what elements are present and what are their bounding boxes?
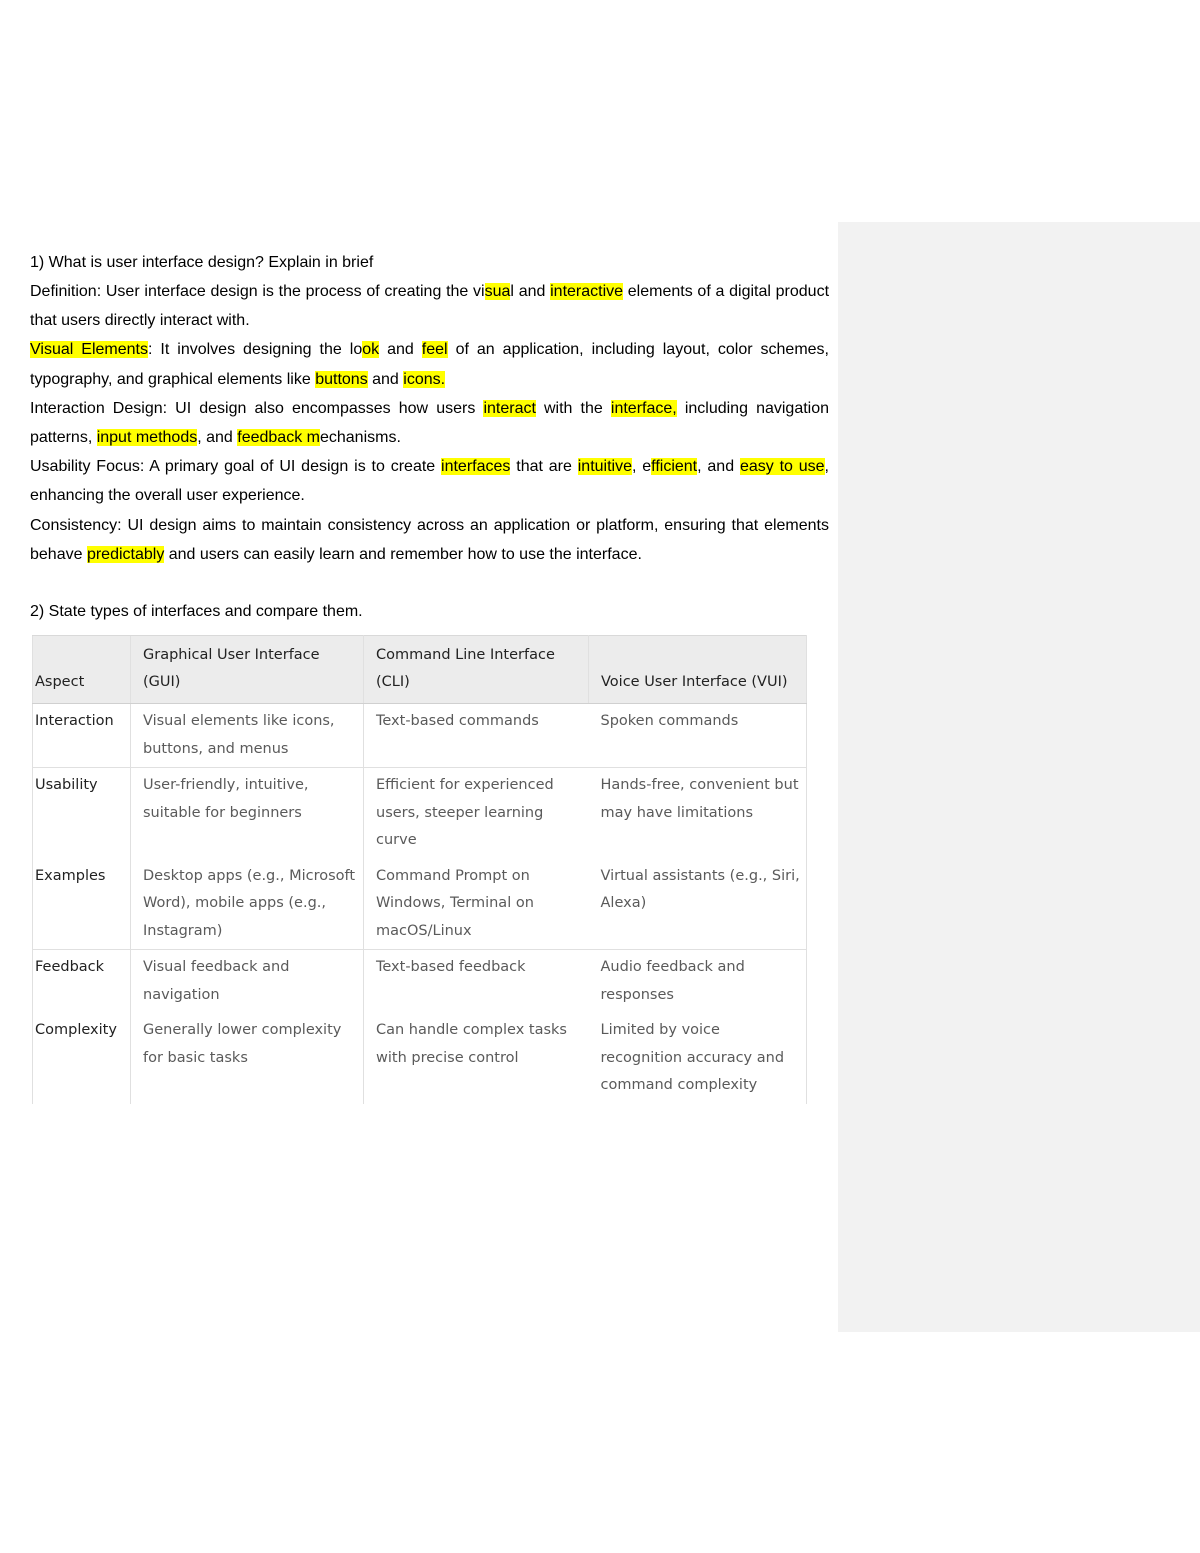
highlight: feel [421, 341, 448, 359]
table-header-cell: Graphical User Interface (GUI) [131, 636, 364, 704]
text-run: l and [510, 283, 551, 300]
table-header-cell: Aspect [33, 636, 131, 704]
definition-paragraph [30, 277, 829, 335]
highlight: predictably [86, 545, 165, 563]
comment-pane [838, 222, 1200, 1332]
table-cell: Limited by voice recognition accuracy and command complexity [589, 1013, 807, 1104]
text-run: and users can easily learn and remember how to use the interface. [164, 545, 642, 563]
highlight: buttons [315, 370, 368, 388]
text-run: with the [535, 399, 611, 417]
text-run: that are [510, 458, 578, 476]
table-cell: Spoken commands [589, 704, 807, 768]
table-row [33, 768, 807, 859]
highlight: interactive [550, 283, 624, 300]
text-run: , and [697, 458, 740, 476]
highlight: input methods [96, 429, 198, 447]
highlight: Visual Elements [30, 341, 148, 359]
table-cell: Command Prompt on Windows, Terminal on macOS/Linux [364, 859, 589, 950]
text-run: including navigation patterns, [30, 399, 830, 447]
question-2-heading: 2) State types of interfaces and compare them. [30, 603, 363, 621]
text-run: and [379, 341, 422, 359]
highlight: icons. [403, 370, 446, 388]
table-cell: Usability [33, 768, 131, 859]
table-cell: Complexity [33, 1013, 131, 1104]
document-body [30, 248, 829, 1104]
table-cell: Virtual assistants (e.g., Siri, Alexa) [589, 859, 807, 950]
table-cell: Visual feedback and navigation [131, 950, 364, 1014]
text-run: Consistency: UI design aims to maintain consistency across an application or platform, ensuring that elements behave [30, 516, 829, 563]
usability-focus-paragraph [30, 452, 829, 510]
text-run: : It involves designing the lo [147, 341, 363, 359]
table-row [33, 704, 807, 768]
table-row [33, 950, 807, 1014]
highlight: intuitive [577, 458, 632, 476]
question-1-heading: 1) What is user interface design? Explain in brief [30, 254, 374, 271]
table-cell: Examples [33, 859, 131, 950]
table-cell: Visual elements like icons, buttons, and menus [131, 704, 364, 768]
highlight: feedback m [237, 429, 320, 447]
text-run: , and [197, 429, 238, 447]
interaction-design-paragraph [30, 394, 829, 452]
text-run: , e [631, 458, 652, 476]
table-cell: Desktop apps (e.g., Microsoft Word), mobile apps (e.g., Instagram) [131, 859, 364, 950]
text-run: , enhancing the overall user experience. [30, 458, 829, 505]
text-run: of an application, including layout, color schemes, typography, and graphical elements like [30, 341, 829, 388]
table-cell: Generally lower complexity for basic tasks [131, 1013, 364, 1104]
text-run: elements of a digital product that users directly interact with. [30, 283, 830, 330]
table-cell: Feedback [33, 950, 131, 1014]
text-run: and [367, 370, 404, 388]
table-header-cell: Voice User Interface (VUI) [589, 636, 807, 704]
text-run: Definition: User interface design is the process of creating the vi [30, 283, 485, 300]
table-row [33, 859, 807, 950]
table-row [33, 1013, 807, 1104]
table-cell: Hands-free, convenient but may have limitations [589, 768, 807, 859]
table-cell: Efficient for experienced users, steeper learning curve [376, 777, 554, 849]
table-cell: Interaction [33, 704, 131, 768]
highlight: ok [362, 341, 380, 359]
consistency-paragraph [30, 511, 829, 569]
table-cell: Can handle complex tasks with precise control [376, 1022, 567, 1066]
text-run: Interaction Design: UI design also encompasses how users [30, 399, 484, 417]
table-header-row [33, 636, 807, 704]
highlight: easy to use [739, 458, 825, 476]
highlight: fficient [651, 458, 698, 476]
highlight: interface, [610, 399, 677, 417]
highlight: interfaces [441, 458, 511, 476]
highlight: interact [483, 399, 536, 417]
visual-elements-paragraph [30, 335, 829, 393]
table-cell: Text-based commands [364, 704, 589, 768]
text-run: Usability Focus: A primary goal of UI design is to create [30, 458, 442, 476]
table-header-cell: Command Line Interface (CLI) [364, 636, 589, 704]
table-cell: Audio feedback and responses [589, 950, 807, 1014]
table-cell: User-friendly, intuitive, suitable for beginners [131, 768, 364, 859]
highlight: sua [484, 283, 511, 300]
text-run: echanisms. [319, 429, 401, 447]
interface-comparison-table [32, 635, 807, 1104]
table-cell: Text-based feedback [376, 959, 526, 976]
